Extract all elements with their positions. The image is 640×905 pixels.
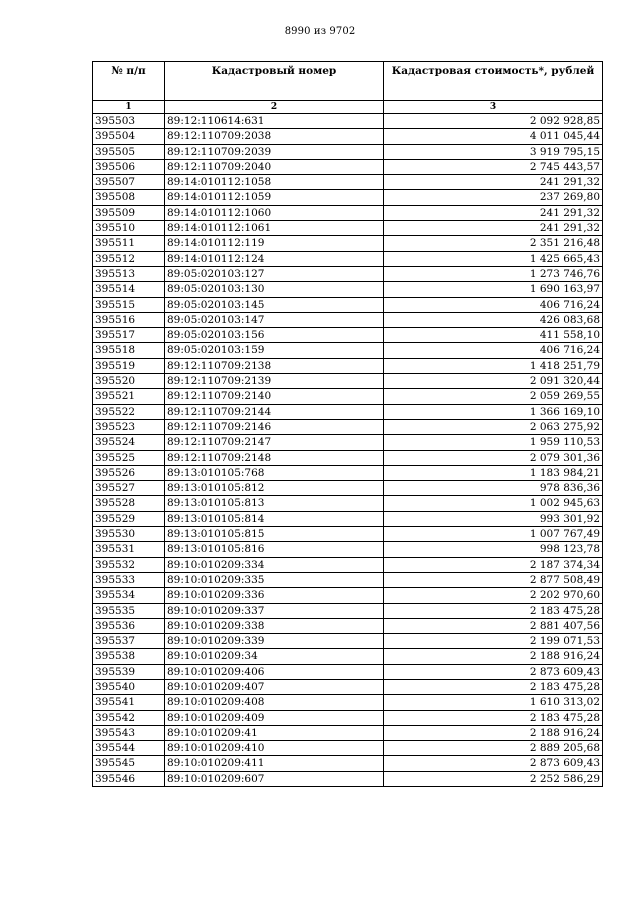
row-number-cell: 395509	[93, 205, 165, 220]
row-number-cell: 395527	[93, 481, 165, 496]
row-number-cell: 395544	[93, 741, 165, 756]
cadastral-number-cell: 89:10:010209:406	[165, 664, 384, 679]
cadastral-value-cell: 2 873 609,43	[384, 756, 603, 771]
cadastral-value-cell: 2 745 443,57	[384, 159, 603, 174]
cadastral-number-cell: 89:14:010112:1060	[165, 205, 384, 220]
cadastral-number-cell: 89:05:020103:127	[165, 266, 384, 281]
cadastral-value-cell: 1 690 163,97	[384, 282, 603, 297]
table-row	[93, 404, 603, 419]
row-number-cell: 395540	[93, 679, 165, 694]
row-number-cell: 395528	[93, 496, 165, 511]
cadastral-number-cell: 89:10:010209:336	[165, 588, 384, 603]
table-row	[93, 710, 603, 725]
table-row	[93, 435, 603, 450]
row-number-cell: 395543	[93, 725, 165, 740]
table-row	[93, 251, 603, 266]
cadastral-number-cell: 89:14:010112:124	[165, 251, 384, 266]
cadastral-value-cell: 2 202 970,60	[384, 588, 603, 603]
cadastral-number-cell: 89:10:010209:411	[165, 756, 384, 771]
cadastral-value-cell: 2 092 928,85	[384, 114, 603, 129]
row-number-cell: 395538	[93, 649, 165, 664]
cadastral-number-cell: 89:13:010105:813	[165, 496, 384, 511]
table-row	[93, 542, 603, 557]
column-index-2: 2	[165, 101, 384, 114]
cadastral-value-cell: 2 889 205,68	[384, 741, 603, 756]
table-row	[93, 159, 603, 174]
table-row	[93, 282, 603, 297]
table-row	[93, 389, 603, 404]
cadastral-number-cell: 89:12:110709:2139	[165, 374, 384, 389]
cadastral-value-cell: 4 011 045,44	[384, 129, 603, 144]
cadastral-number-cell: 89:13:010105:812	[165, 481, 384, 496]
page-number-header: 8990 из 9702	[284, 26, 356, 37]
table-row	[93, 603, 603, 618]
table-row	[93, 129, 603, 144]
cadastral-value-cell: 411 558,10	[384, 328, 603, 343]
cadastral-number-cell: 89:10:010209:339	[165, 634, 384, 649]
row-number-cell: 395519	[93, 358, 165, 373]
table-row	[93, 725, 603, 740]
cadastral-value-cell: 406 716,24	[384, 343, 603, 358]
cadastral-value-cell: 1 418 251,79	[384, 358, 603, 373]
table-row	[93, 236, 603, 251]
row-number-cell: 395537	[93, 634, 165, 649]
cadastral-number-cell: 89:10:010209:34	[165, 649, 384, 664]
cadastral-number-cell: 89:12:110614:631	[165, 114, 384, 129]
cadastral-number-cell: 89:10:010209:337	[165, 603, 384, 618]
row-number-cell: 395535	[93, 603, 165, 618]
cadastral-value-cell: 2 252 586,29	[384, 771, 603, 786]
cadastral-number-cell: 89:14:010112:1059	[165, 190, 384, 205]
row-number-cell: 395525	[93, 450, 165, 465]
cadastral-number-cell: 89:10:010209:409	[165, 710, 384, 725]
row-number-cell: 395505	[93, 144, 165, 159]
cadastral-number-cell: 89:10:010209:410	[165, 741, 384, 756]
row-number-cell: 395514	[93, 282, 165, 297]
row-number-cell: 395511	[93, 236, 165, 251]
row-number-cell: 395530	[93, 527, 165, 542]
cadastral-value-cell: 2 351 216,48	[384, 236, 603, 251]
cadastral-number-cell: 89:05:020103:145	[165, 297, 384, 312]
cadastral-value-cell: 1 366 169,10	[384, 404, 603, 419]
table-row	[93, 114, 603, 129]
table-row	[93, 374, 603, 389]
table-row	[93, 527, 603, 542]
row-number-cell: 395506	[93, 159, 165, 174]
table-row	[93, 205, 603, 220]
table-row	[93, 266, 603, 281]
table-row	[93, 343, 603, 358]
cadastral-value-cell: 978 836,36	[384, 481, 603, 496]
table-row	[93, 450, 603, 465]
row-number-cell: 395541	[93, 695, 165, 710]
row-number-cell: 395504	[93, 129, 165, 144]
row-number-cell: 395516	[93, 312, 165, 327]
column-index-3: 3	[384, 101, 603, 114]
cadastral-value-cell: 2 187 374,34	[384, 557, 603, 572]
cadastral-value-cell: 241 291,32	[384, 221, 603, 236]
column-index-row	[93, 101, 603, 114]
row-number-cell: 395521	[93, 389, 165, 404]
header-cadastral-number: Кадастровый номер	[165, 62, 384, 101]
cadastral-number-cell: 89:13:010105:816	[165, 542, 384, 557]
cadastral-value-cell: 2 188 916,24	[384, 649, 603, 664]
table-row	[93, 679, 603, 694]
row-number-cell: 395539	[93, 664, 165, 679]
cadastral-number-cell: 89:14:010112:1061	[165, 221, 384, 236]
table-row	[93, 649, 603, 664]
row-number-cell: 395518	[93, 343, 165, 358]
row-number-cell: 395515	[93, 297, 165, 312]
table-row	[93, 419, 603, 434]
row-number-cell: 395529	[93, 511, 165, 526]
cadastral-value-cell: 2 877 508,49	[384, 572, 603, 587]
table-row	[93, 588, 603, 603]
cadastral-value-cell: 3 919 795,15	[384, 144, 603, 159]
cadastral-number-cell: 89:12:110709:2146	[165, 419, 384, 434]
cadastral-value-table	[92, 61, 603, 787]
cadastral-value-cell: 2 063 275,92	[384, 419, 603, 434]
cadastral-number-cell: 89:12:110709:2038	[165, 129, 384, 144]
cadastral-number-cell: 89:05:020103:159	[165, 343, 384, 358]
cadastral-number-cell: 89:12:110709:2138	[165, 358, 384, 373]
cadastral-number-cell: 89:10:010209:41	[165, 725, 384, 740]
cadastral-value-cell: 2 059 269,55	[384, 389, 603, 404]
table-row	[93, 496, 603, 511]
cadastral-number-cell: 89:05:020103:156	[165, 328, 384, 343]
cadastral-number-cell: 89:05:020103:130	[165, 282, 384, 297]
cadastral-number-cell: 89:05:020103:147	[165, 312, 384, 327]
cadastral-number-cell: 89:13:010105:814	[165, 511, 384, 526]
cadastral-value-cell: 237 269,80	[384, 190, 603, 205]
cadastral-value-cell: 1 183 984,21	[384, 465, 603, 480]
cadastral-value-cell: 241 291,32	[384, 205, 603, 220]
header-cadastral-value: Кадастровая стоимость*, рублей	[384, 62, 603, 101]
cadastral-value-cell: 1 959 110,53	[384, 435, 603, 450]
cadastral-number-cell: 89:12:110709:2140	[165, 389, 384, 404]
cadastral-value-cell: 998 123,78	[384, 542, 603, 557]
row-number-cell: 395503	[93, 114, 165, 129]
cadastral-number-cell: 89:13:010105:768	[165, 465, 384, 480]
table-row	[93, 190, 603, 205]
table-body	[93, 114, 603, 787]
cadastral-number-cell: 89:14:010112:119	[165, 236, 384, 251]
row-number-cell: 395517	[93, 328, 165, 343]
cadastral-value-cell: 1 273 746,76	[384, 266, 603, 281]
cadastral-number-cell: 89:10:010209:407	[165, 679, 384, 694]
table-row	[93, 618, 603, 633]
row-number-cell: 395520	[93, 374, 165, 389]
cadastral-number-cell: 89:10:010209:335	[165, 572, 384, 587]
row-number-cell: 395522	[93, 404, 165, 419]
cadastral-value-cell: 2 873 609,43	[384, 664, 603, 679]
cadastral-value-cell: 2 188 916,24	[384, 725, 603, 740]
table-row	[93, 572, 603, 587]
row-number-cell: 395532	[93, 557, 165, 572]
cadastral-number-cell: 89:10:010209:408	[165, 695, 384, 710]
cadastral-number-cell: 89:10:010209:334	[165, 557, 384, 572]
cadastral-value-cell: 2 199 071,53	[384, 634, 603, 649]
row-number-cell: 395546	[93, 771, 165, 786]
cadastral-number-cell: 89:13:010105:815	[165, 527, 384, 542]
table-row	[93, 358, 603, 373]
cadastral-value-cell: 1 425 665,43	[384, 251, 603, 266]
table-row	[93, 481, 603, 496]
table-header-row	[93, 62, 603, 101]
table-row	[93, 465, 603, 480]
cadastral-number-cell: 89:12:110709:2040	[165, 159, 384, 174]
table-row	[93, 312, 603, 327]
cadastral-number-cell: 89:12:110709:2144	[165, 404, 384, 419]
row-number-cell: 395534	[93, 588, 165, 603]
cadastral-value-cell: 426 083,68	[384, 312, 603, 327]
cadastral-value-cell: 2 183 475,28	[384, 679, 603, 694]
row-number-cell: 395542	[93, 710, 165, 725]
cadastral-value-cell: 2 183 475,28	[384, 603, 603, 618]
cadastral-value-cell: 2 079 301,36	[384, 450, 603, 465]
table-row	[93, 297, 603, 312]
row-number-cell: 395507	[93, 175, 165, 190]
row-number-cell: 395512	[93, 251, 165, 266]
cadastral-value-cell: 406 716,24	[384, 297, 603, 312]
table-row	[93, 557, 603, 572]
row-number-cell: 395523	[93, 419, 165, 434]
row-number-cell: 395545	[93, 756, 165, 771]
row-number-cell: 395508	[93, 190, 165, 205]
table-row	[93, 144, 603, 159]
row-number-cell: 395531	[93, 542, 165, 557]
column-index-1: 1	[93, 101, 165, 114]
cadastral-number-cell: 89:12:110709:2039	[165, 144, 384, 159]
row-number-cell: 395533	[93, 572, 165, 587]
cadastral-value-cell: 1 007 767,49	[384, 527, 603, 542]
row-number-cell: 395524	[93, 435, 165, 450]
table-row	[93, 221, 603, 236]
cadastral-value-cell: 1 610 313,02	[384, 695, 603, 710]
cadastral-value-cell: 993 301,92	[384, 511, 603, 526]
table-row	[93, 664, 603, 679]
cadastral-number-cell: 89:12:110709:2147	[165, 435, 384, 450]
cadastral-number-cell: 89:12:110709:2148	[165, 450, 384, 465]
cadastral-value-cell: 241 291,32	[384, 175, 603, 190]
table-row	[93, 511, 603, 526]
table-row	[93, 634, 603, 649]
cadastral-value-cell: 2 183 475,28	[384, 710, 603, 725]
table-row	[93, 175, 603, 190]
table-row	[93, 741, 603, 756]
table-row	[93, 756, 603, 771]
cadastral-number-cell: 89:10:010209:607	[165, 771, 384, 786]
row-number-cell: 395510	[93, 221, 165, 236]
cadastral-value-cell: 1 002 945,63	[384, 496, 603, 511]
table-row	[93, 695, 603, 710]
header-row-number: № п/п	[93, 62, 165, 101]
cadastral-number-cell: 89:14:010112:1058	[165, 175, 384, 190]
cadastral-value-cell: 2 881 407,56	[384, 618, 603, 633]
cadastral-number-cell: 89:10:010209:338	[165, 618, 384, 633]
table-row	[93, 771, 603, 786]
table-row	[93, 328, 603, 343]
cadastral-value-cell: 2 091 320,44	[384, 374, 603, 389]
row-number-cell: 395536	[93, 618, 165, 633]
row-number-cell: 395526	[93, 465, 165, 480]
row-number-cell: 395513	[93, 266, 165, 281]
